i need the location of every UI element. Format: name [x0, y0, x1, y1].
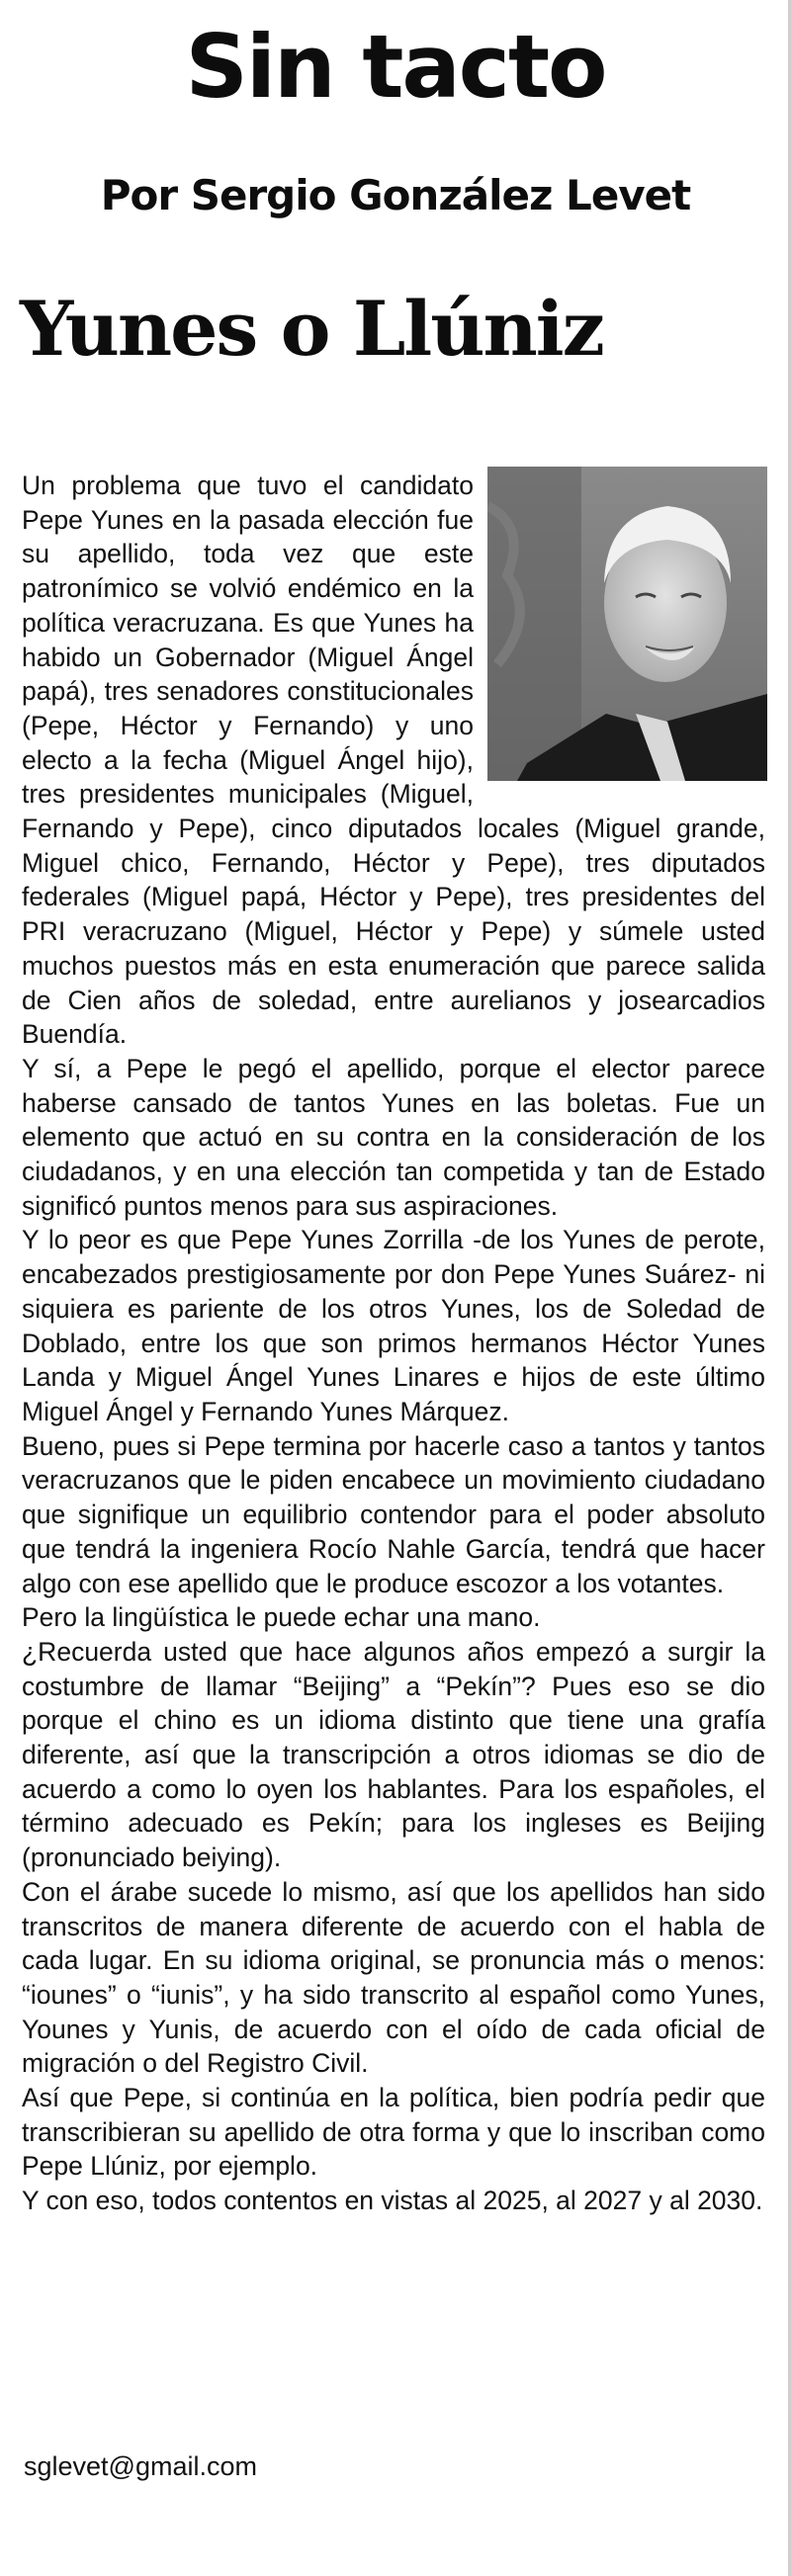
- article-paragraph: Y con eso, todos contentos en vistas al 2025, al 2027 y al 2030.: [22, 2186, 763, 2216]
- article-paragraph: Así que Pepe, si continúa en la política, bien podría pedir que transcribieran su apellido de otra forma y que lo inscriban como Pepe Llúniz, por ejemplo.: [22, 2083, 765, 2182]
- article-headline: Yunes o Llúniz: [20, 285, 603, 373]
- author-email: sglevet@gmail.com: [24, 2451, 257, 2481]
- article-paragraph: Y sí, a Pepe le pegó el apellido, porque el elector parece haberse cansado de tantos Yunes en las boletas. Fue un elemento que actuó en su contra en la consideración de los ciudadanos, y en una elección tan competida y tan de Estado significó puntos menos para sus aspiraciones.: [22, 1053, 765, 1221]
- column-title: Sin tacto: [185, 16, 606, 118]
- article-paragraph: Con el árabe sucede lo mismo, así que los apellidos han sido transcritos de manera diferente de acuerdo con el habla de cada lugar. En su idioma original, se pronuncia más o menos: “iounes” o “iunis”, y ha sido transcrito al español como Yunes, Younes y Yunis, de acuerdo con el oído de cada oficial de migración o del Registro Civil.: [22, 1876, 765, 2079]
- article-body: [22, 469, 765, 2218]
- article-paragraph: Pero la lingüística le puede echar una mano.: [22, 1602, 541, 1633]
- author-portrait-icon: [487, 467, 767, 781]
- article-paragraph: Y lo peor es que Pepe Yunes Zorrilla -de los Yunes de perote, encabezados prestigiosamente por don Pepe Yunes Suárez- ni siquiera es pariente de los otros Yunes, los de Soledad de Doblado, entre los que son primos hermanos Héctor Yunes Landa y Miguel Ángel Yunes Linares e hijos de este último Miguel Ángel y Fernando Yunes Márquez.: [22, 1225, 765, 1426]
- article-paragraph: Un problema que tuvo el candidato Pepe Yunes en la pasada elección fue su apellido, toda vez que este patronímico se volvió endémico en la política veracruzana. Es que Yunes ha habido un Gobernador (Miguel Ángel papá), tres senadores constitucionales (Pepe, Héctor y Fernando) y uno electo a la fecha (Miguel Ángel hijo), tres presidentes municipales (Miguel, Fernando y Pepe), cinco diputados locales (Miguel grande, Miguel chico, Fernando, Héctor y Pepe), tres diputados federales (Miguel papá, Héctor y Pepe), tres presidentes del PRI veracruzano (Miguel, Héctor y Pepe) y súmele usted muchos puestos más en esta enumeración que parece salida de Cien años de soledad, entre aurelianos y josearcadios Buendía.: [22, 471, 765, 1050]
- author-byline: Por Sergio González Levet: [100, 171, 691, 219]
- article-paragraph: ¿Recuerda usted que hace algunos años empezó a surgir la costumbre de llamar “Beijing” a “Pekín”? Pues eso se dio porque el chino es un idioma distinto que tiene una grafía diferente, así que la transcripción a otros idiomas se dio de acuerdo a como lo oyen los hablantes. Para los españoles, el término adecuado es Pekín; para los ingleses es Beijing (pronunciado beiying).: [22, 1636, 765, 1873]
- article-paragraph: Bueno, pues si Pepe termina por hacerle caso a tantos y tantos veracruzanos que le piden encabece un movimiento ciudadano que signifique un equilibrio contendor para el poder absoluto que tendrá la ingeniera Rocío Nahle García, tendrá que hacer algo con ese apellido que le produce escozor a los votantes.: [22, 1430, 765, 1598]
